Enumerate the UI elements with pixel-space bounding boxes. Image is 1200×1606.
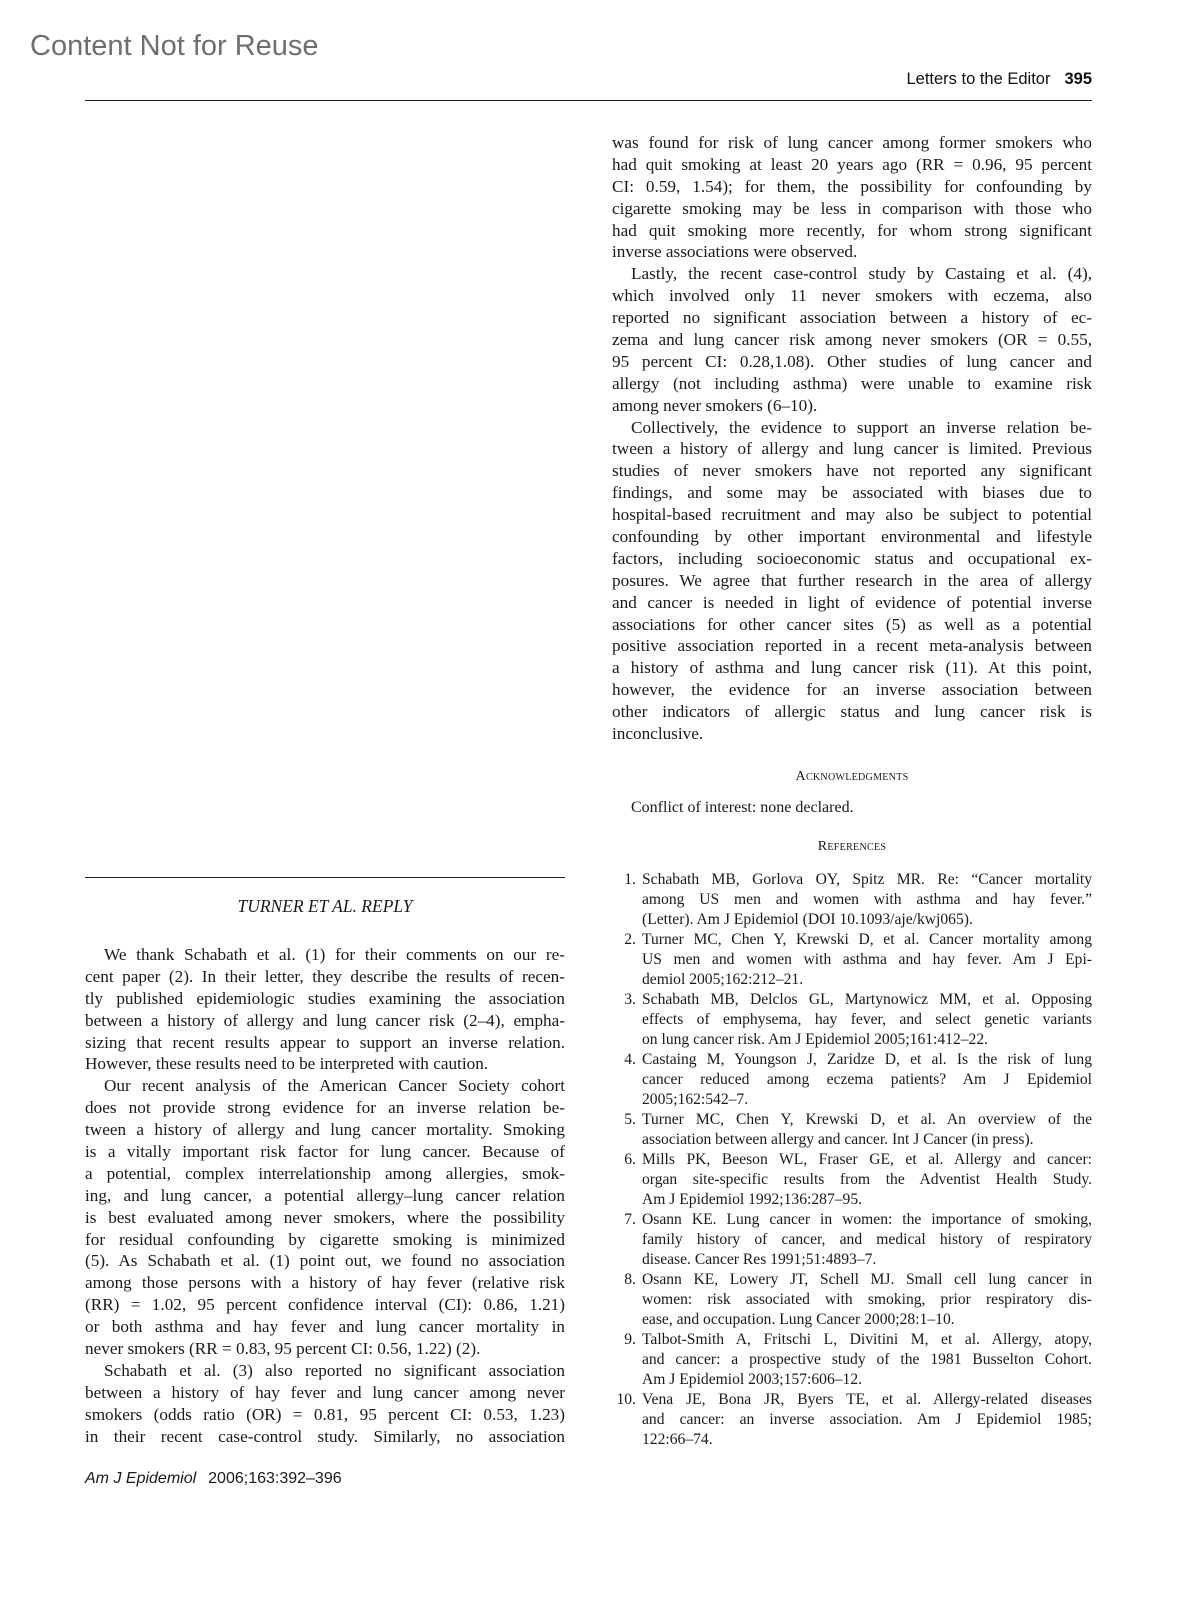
text-line: tly published epidemiologic studies examining the association: [85, 988, 565, 1008]
reference-item: [612, 930, 1092, 990]
reference-line: disease. Cancer Res 1991;51:4893–7.: [642, 1251, 877, 1268]
text-line: ing, and lung cancer, a potential allergy–lung cancer relation: [85, 1185, 565, 1205]
reference-item: [612, 1270, 1092, 1330]
text-line: other indicators of allergic status and lung cancer risk is: [612, 702, 1092, 722]
text-line: between a history of hay fever and lung cancer among never: [85, 1382, 565, 1402]
text-line: factors, including socioeconomic status and occupational ex-: [612, 548, 1092, 568]
reference-line: Talbot-Smith A, Fritschi L, Divitini M, et al. Allergy, atopy,: [642, 1331, 1092, 1348]
reference-line: family history of cancer, and medical history of respiratory: [642, 1231, 1092, 1248]
text-line: inconclusive.: [612, 724, 704, 744]
text-line: however, the evidence for an inverse association between: [612, 680, 1092, 700]
text-line: (5). As Schabath et al. (1) point out, we found no association: [85, 1251, 565, 1271]
text-line: is best evaluated among never smokers, where the possibility: [85, 1207, 565, 1227]
reference-line: Schabath MB, Gorlova OY, Spitz MR. Re: “Cancer mortality: [642, 871, 1092, 888]
reference-line: Am J Epidemiol 2003;157:606–12.: [642, 1371, 863, 1388]
reference-line: and cancer: an inverse association. Am J Epidemiol 1985;: [642, 1411, 1092, 1428]
text-line: (RR) = 1.02, 95 percent confidence interval (CI): 0.86, 1.21): [85, 1295, 565, 1315]
reference-number: 10.: [616, 1391, 636, 1408]
section-title: Letters to the Editor: [906, 70, 1051, 88]
text-line: associations for other cancer sites (5) as well as a potential: [612, 614, 1092, 634]
reference-line: Turner MC, Chen Y, Krewski D, et al. Cancer mortality among: [642, 931, 1092, 948]
text-line: between a history of allergy and lung cancer risk (2–4), empha-: [85, 1010, 565, 1030]
reference-number: 2.: [624, 931, 636, 948]
reference-line: cancer reduced among eczema patients? Am J Epidemiol: [642, 1071, 1092, 1088]
text-line: had quit smoking more recently, for whom strong significant: [612, 220, 1092, 240]
text-line: inverse associations were observed.: [612, 242, 858, 262]
reply-rule: [85, 877, 565, 878]
reference-line: on lung cancer risk. Am J Epidemiol 2005;161:412–22.: [642, 1031, 989, 1048]
reference-item: [612, 1050, 1092, 1110]
journal-name: Am J Epidemiol: [85, 1470, 197, 1487]
reference-line: among US men and women with asthma and hay fever.”: [642, 891, 1092, 908]
text-line: which involved only 11 never smokers with eczema, also: [612, 286, 1092, 306]
text-line: was found for risk of lung cancer among former smokers who: [612, 133, 1092, 152]
reference-item: [612, 1210, 1092, 1270]
reference-line: and cancer: a prospective study of the 1981 Busselton Cohort.: [642, 1351, 1092, 1368]
text-line: a potential, complex interrelationship among allergies, smok-: [85, 1163, 565, 1183]
reference-line: Mills PK, Beeson WL, Fraser GE, et al. Allergy and cancer:: [642, 1151, 1092, 1168]
references-heading: References: [817, 839, 887, 854]
text-line: sizing that recent results appear to support an inverse relation.: [85, 1032, 565, 1052]
reference-line: Schabath MB, Delclos GL, Martynowicz MM, et al. Opposing: [642, 991, 1092, 1008]
reference-number: 6.: [624, 1151, 636, 1168]
text-line: CI: 0.59, 1.54); for them, the possibility for confounding by: [612, 176, 1092, 196]
reference-line: 2005;162:542–7.: [642, 1091, 749, 1108]
reference-line: Castaing M, Youngson J, Zaridze D, et al. Is the risk of lung: [642, 1051, 1092, 1068]
reference-line: effects of emphysema, hay fever, and select genetic variants: [642, 1011, 1092, 1028]
text-line: Lastly, the recent case-control study by Castaing et al. (4),: [631, 264, 1092, 284]
text-line: among those persons with a history of hay fever (relative risk: [85, 1273, 565, 1293]
acknowledgments-text: Conflict of interest: none declared.: [631, 799, 854, 816]
text-line: However, these results need to be interpreted with caution.: [85, 1054, 489, 1074]
text-line: is a vitally important risk factor for lung cancer. Because of: [85, 1142, 565, 1162]
watermark: Content Not for Reuse: [30, 30, 319, 62]
running-head: [906, 70, 1092, 89]
reference-number: 1.: [624, 871, 636, 888]
text-line: positive association reported in a recent meta-analysis between: [612, 636, 1092, 656]
reference-line: Osann KE. Lung cancer in women: the importance of smoking,: [642, 1211, 1092, 1228]
acknowledgments-heading: Acknowledgments: [795, 769, 909, 784]
reference-item: [612, 1110, 1092, 1150]
text-line: findings, and some may be associated with biases due to: [612, 483, 1092, 503]
reference-number: 4.: [624, 1051, 636, 1068]
reference-line: (Letter). Am J Epidemiol (DOI 10.1093/aje/kwj065).: [642, 911, 973, 928]
reference-item: [612, 1330, 1092, 1390]
text-line: Collectively, the evidence to support an inverse relation be-: [631, 417, 1092, 437]
reference-item: [612, 1390, 1092, 1450]
text-line: zema and lung cancer risk among never smokers (OR = 0.55,: [612, 330, 1092, 350]
text-line: confounding by other important environmental and lifestyle: [612, 527, 1092, 547]
reference-line: association between allergy and cancer. Int J Cancer (in press).: [642, 1131, 1034, 1148]
reference-line: women: risk associated with smoking, prior respiratory dis-: [642, 1291, 1092, 1308]
text-line: for residual confounding by cigarette smoking is minimized: [85, 1229, 565, 1249]
footer-citation: [85, 1470, 342, 1488]
text-line: cigarette smoking may be less in comparison with those who: [612, 198, 1092, 218]
reference-number: 5.: [624, 1111, 636, 1128]
reference-number: 7.: [624, 1211, 636, 1228]
reference-list: [612, 870, 1092, 1450]
text-line: Our recent analysis of the American Cancer Society cohort: [104, 1076, 565, 1096]
text-line: reported no significant association between a history of ec-: [612, 308, 1092, 328]
text-line: among never smokers (6–10).: [612, 395, 818, 415]
reference-item: [612, 870, 1092, 930]
reference-line: demiol 2005;162:212–21.: [642, 971, 804, 988]
text-line: hospital-based recruitment and may also be subject to potential: [612, 505, 1092, 525]
reference-line: Turner MC, Chen Y, Krewski D, et al. An overview of the: [642, 1111, 1092, 1128]
reference-line: Vena JE, Bona JR, Byers TE, et al. Allergy-related diseases: [642, 1391, 1092, 1408]
page-number: 395: [1064, 70, 1092, 88]
text-line: in their recent case-control study. Similarly, no association: [85, 1426, 565, 1446]
text-line: a history of asthma and lung cancer risk (11). At this point,: [612, 658, 1092, 678]
text-line: never smokers (RR = 0.83, 95 percent CI: 0.56, 1.22) (2).: [85, 1339, 481, 1359]
reference-line: organ site-specific results from the Adventist Health Study.: [642, 1171, 1092, 1188]
text-line: smokers (odds ratio (OR) = 0.81, 95 percent CI: 0.53, 1.23): [85, 1404, 565, 1424]
text-line: studies of never smokers have not reported any significant: [612, 461, 1092, 481]
right-column-body: [612, 132, 1092, 745]
header-rule: [85, 100, 1092, 101]
text-line: tween a history of allergy and lung cancer mortality. Smoking: [85, 1120, 565, 1140]
reply-title: TURNER ET AL. REPLY: [237, 896, 413, 916]
reference-number: 9.: [624, 1331, 636, 1348]
reference-number: 3.: [624, 991, 636, 1008]
reference-item: [612, 1150, 1092, 1210]
reference-line: Osann KE, Lowery JT, Schell MJ. Small cell lung cancer in: [642, 1271, 1092, 1288]
text-line: allergy (not including asthma) were unable to examine risk: [612, 373, 1092, 393]
text-line: 95 percent CI: 0.28,1.08). Other studies of lung cancer and: [612, 351, 1092, 371]
text-line: Schabath et al. (3) also reported no significant association: [104, 1360, 565, 1380]
reference-line: 122:66–74.: [642, 1431, 713, 1448]
text-line: posures. We agree that further research in the area of allergy: [612, 570, 1092, 590]
text-line: does not provide strong evidence for an inverse relation be-: [85, 1098, 565, 1118]
text-line: or both asthma and hay fever and lung cancer mortality in: [85, 1317, 565, 1337]
volume-pages: 2006;163:392–396: [208, 1470, 342, 1487]
reference-number: 8.: [624, 1271, 636, 1288]
reference-line: ease, and occupation. Lung Cancer 2000;28:1–10.: [642, 1311, 955, 1328]
text-line: and cancer is needed in light of evidence of potential inverse: [612, 592, 1092, 612]
text-line: We thank Schabath et al. (1) for their comments on our re-: [104, 945, 565, 964]
reply-body: [85, 944, 565, 1447]
reference-item: [612, 990, 1092, 1050]
text-line: had quit smoking at least 20 years ago (RR = 0.96, 95 percent: [612, 154, 1092, 174]
text-line: tween a history of allergy and lung cancer is limited. Previous: [612, 439, 1092, 459]
text-line: cent paper (2). In their letter, they describe the results of recen-: [85, 966, 565, 986]
reference-line: US men and women with asthma and hay fever. Am J Epi-: [642, 951, 1092, 968]
reference-line: Am J Epidemiol 1992;136:287–95.: [642, 1191, 863, 1208]
